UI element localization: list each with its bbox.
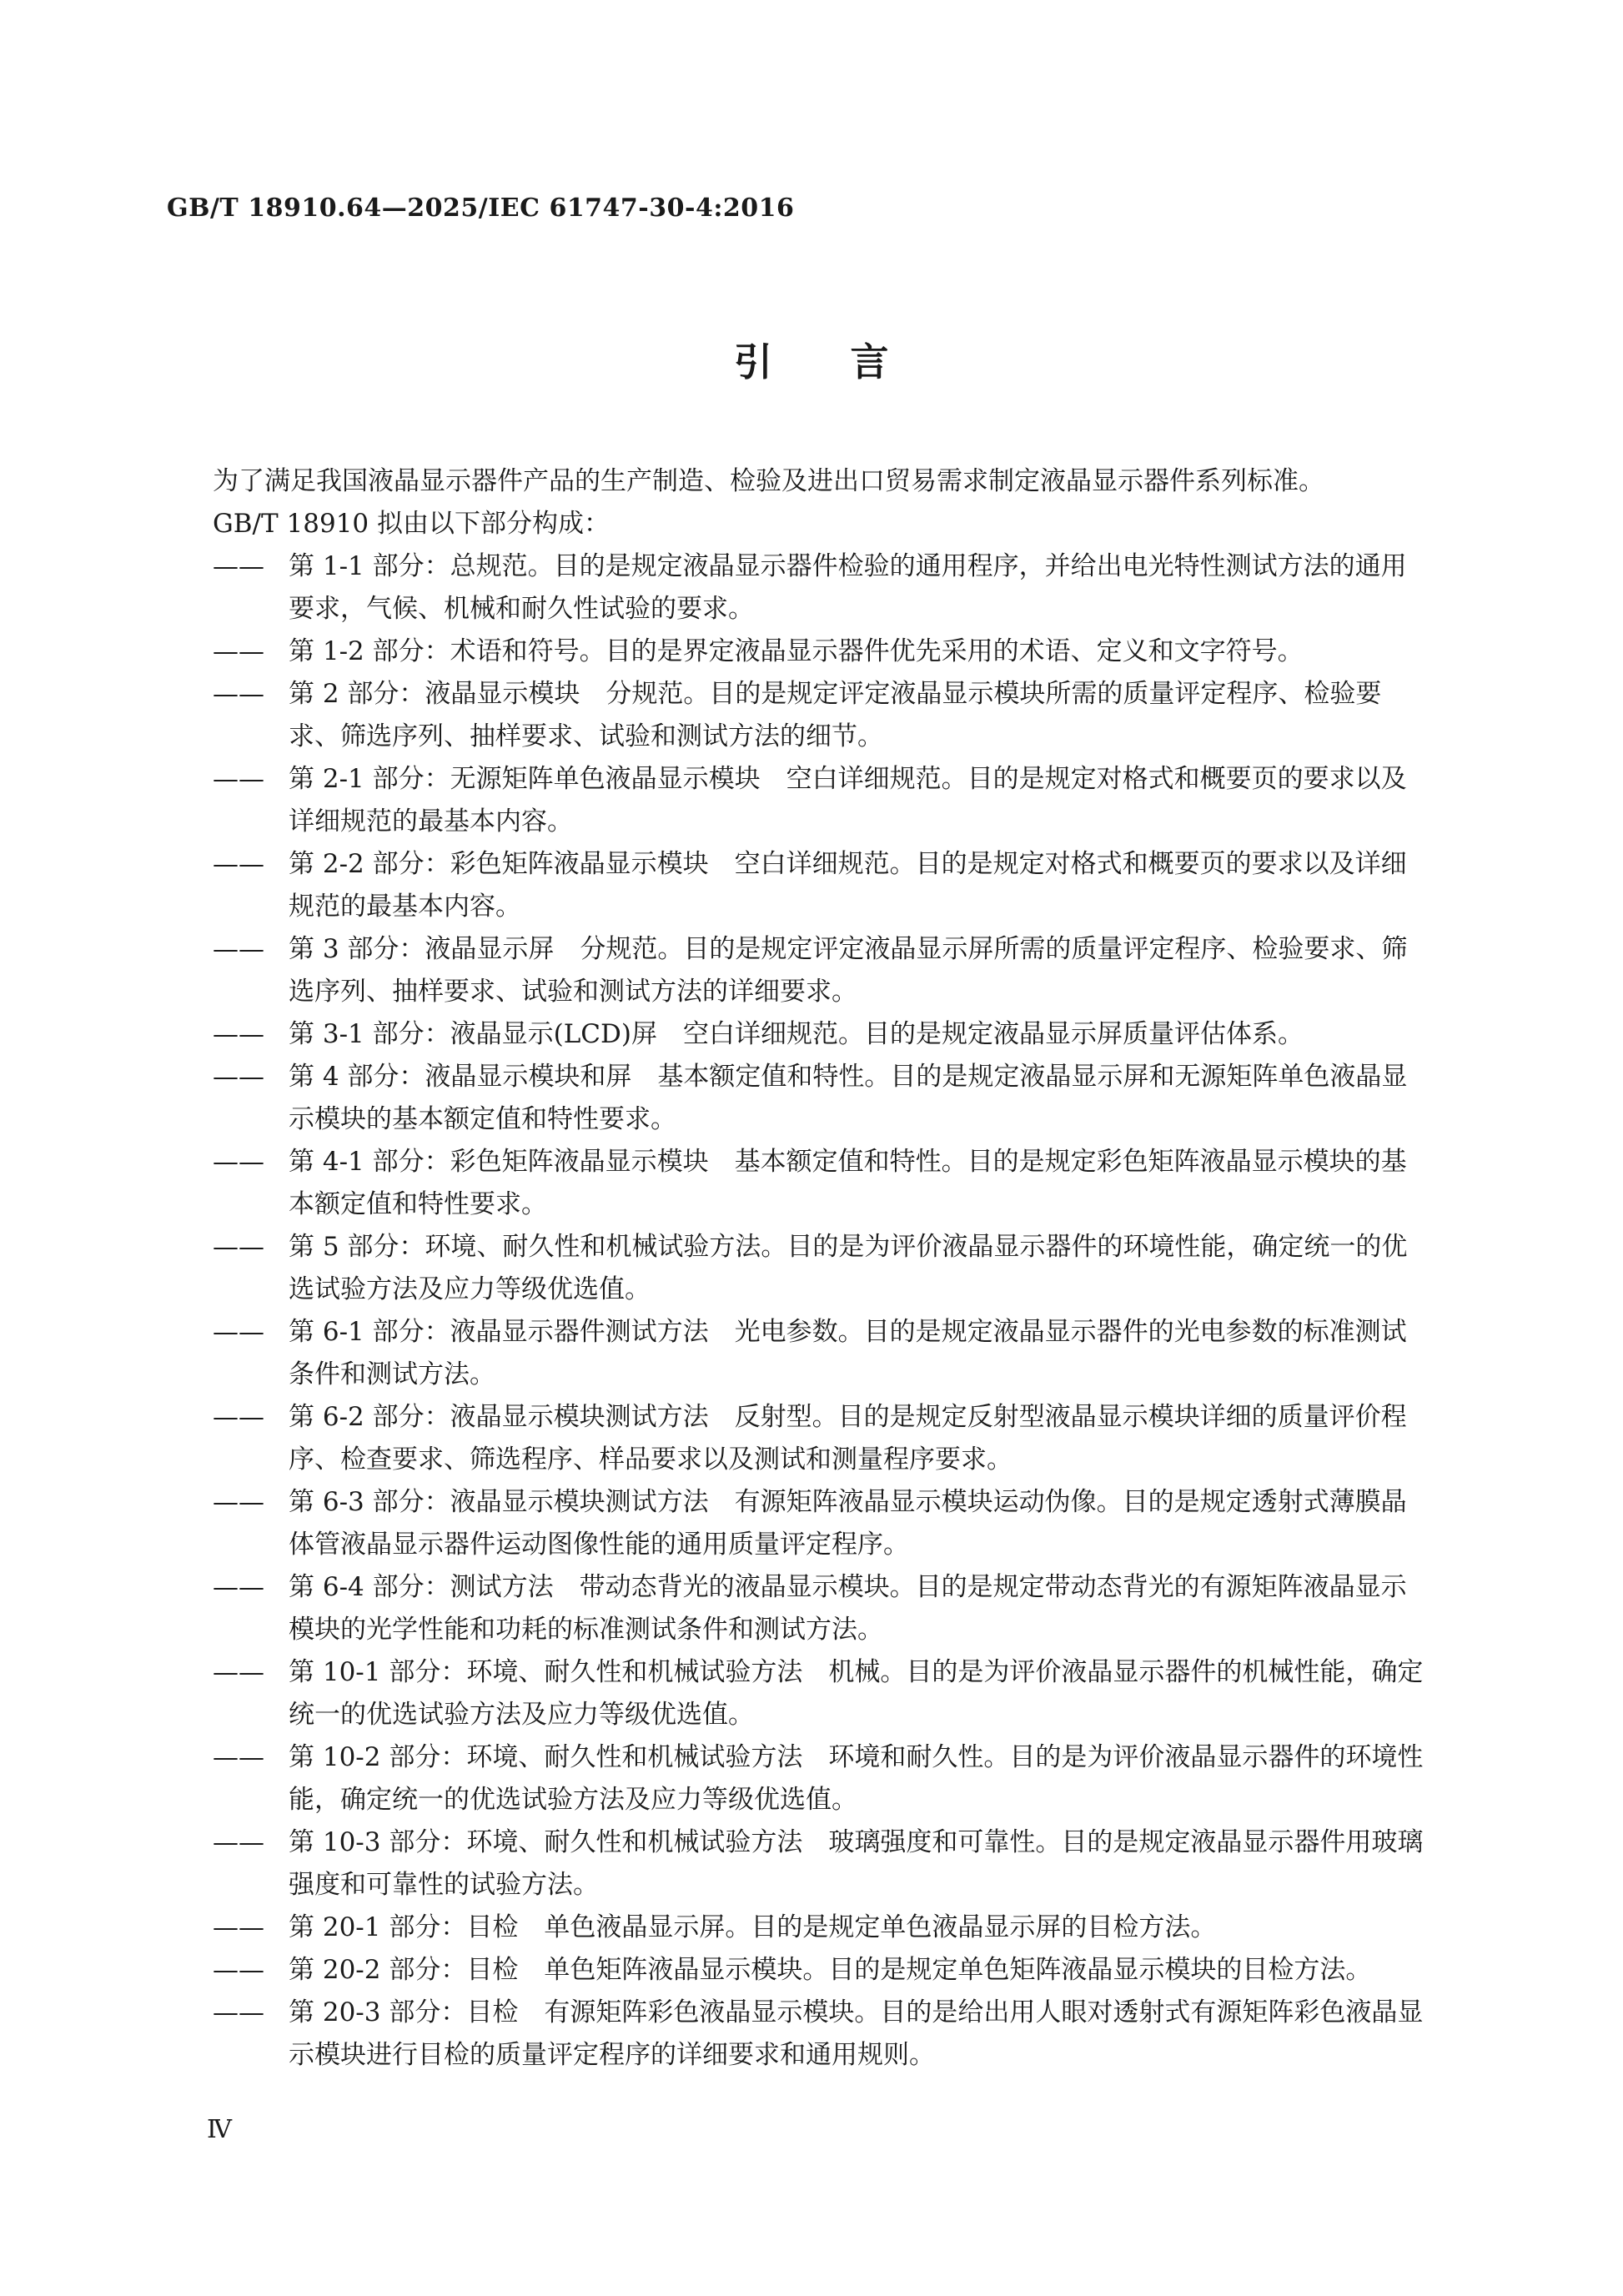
list-item-text: 第 3-1 部分：液晶显示(LCD)屏 空白详细规范。目的是规定液晶显示屏质量评估体系。 xyxy=(289,1019,1304,1049)
list-item xyxy=(213,545,1430,631)
list-dash: —— xyxy=(213,1657,264,1687)
list-dash: —— xyxy=(213,1317,264,1347)
list-item-text: 第 20-3 部分：目检 有源矩阵彩色液晶显示模块。目的是给出用人眼对透射式有源矩阵彩色液晶显示模块进行目检的质量评定程序的详细要求和通用规则。 xyxy=(289,1997,1424,2070)
list-item-text: 第 3 部分：液晶显示屏 分规范。目的是规定评定液晶显示屏所需的质量评定程序、检验要求、筛选序列、抽样要求、试验和测试方法的详细要求。 xyxy=(289,934,1408,1007)
list-dash: —— xyxy=(213,1997,264,2027)
intro-series-line: GB/T 18910 拟由以下部分构成： xyxy=(213,509,610,539)
list-dash: —— xyxy=(213,1487,264,1517)
list-item xyxy=(213,1736,1430,1821)
standard-code-header: GB/T 18910.64—2025/IEC 61747-30-4:2016 xyxy=(167,193,795,223)
list-item xyxy=(213,673,1430,758)
list-item xyxy=(213,1651,1430,1736)
list-item xyxy=(213,1056,1430,1141)
list-dash: —— xyxy=(213,1827,264,1857)
list-dash: —— xyxy=(213,1742,264,1772)
list-item-text: 第 1-1 部分：总规范。目的是规定液晶显示器件检验的通用程序，并给出电光特性测试方法的通用要求，气候、机械和耐久性试验的要求。 xyxy=(289,551,1407,624)
list-item-text: 第 4 部分：液晶显示模块和屏 基本额定值和特性。目的是规定液晶显示屏和无源矩阵单色液晶显示模块的基本额定值和特性要求。 xyxy=(289,1062,1408,1134)
list-item-text: 第 10-2 部分：环境、耐久性和机械试验方法 环境和耐久性。目的是为评价液晶显示器件的环境性能，确定统一的优选试验方法及应力等级优选值。 xyxy=(289,1742,1424,1815)
list-dash: —— xyxy=(213,1062,264,1092)
list-dash: —— xyxy=(213,1019,264,1049)
list-dash: —— xyxy=(213,849,264,879)
list-item-text: 第 5 部分：环境、耐久性和机械试验方法。目的是为评价液晶显示器件的环境性能，确定统一的优选试验方法及应力等级优选值。 xyxy=(289,1232,1408,1304)
list-item-text: 第 6-3 部分：液晶显示模块测试方法 有源矩阵液晶显示模块运动伪像。目的是规定透射式薄膜晶体管液晶显示器件运动图像性能的通用质量评定程序。 xyxy=(289,1487,1407,1560)
list-dash: —— xyxy=(213,1147,264,1177)
list-item xyxy=(213,1396,1430,1481)
list-item xyxy=(213,1566,1430,1651)
list-item xyxy=(213,631,1430,673)
list-item xyxy=(213,1311,1430,1396)
list-dash: —— xyxy=(213,1955,264,1985)
list-item-text: 第 10-3 部分：环境、耐久性和机械试验方法 玻璃强度和可靠性。目的是规定液晶显示器件用玻璃强度和可靠性的试验方法。 xyxy=(289,1827,1424,1900)
list-item xyxy=(213,1141,1430,1226)
list-item xyxy=(213,1949,1430,1992)
document-body xyxy=(213,460,1430,2077)
list-dash: —— xyxy=(213,636,264,666)
list-dash: —— xyxy=(213,1572,264,1602)
parts-list xyxy=(213,545,1430,2077)
list-dash: —— xyxy=(213,1402,264,1432)
list-dash: —— xyxy=(213,551,264,581)
list-item-text: 第 20-1 部分：目检 单色液晶显示屏。目的是规定单色液晶显示屏的目检方法。 xyxy=(289,1912,1217,1942)
list-item xyxy=(213,1481,1430,1566)
list-item xyxy=(213,1992,1430,2077)
list-item-text: 第 6-4 部分：测试方法 带动态背光的液晶显示模块。目的是规定带动态背光的有源矩阵液晶显示模块的光学性能和功耗的标准测试条件和测试方法。 xyxy=(289,1572,1407,1645)
list-item-text: 第 2 部分：液晶显示模块 分规范。目的是规定评定液晶显示模块所需的质量评定程序、检验要求、筛选序列、抽样要求、试验和测试方法的细节。 xyxy=(289,679,1382,751)
page-title: 引 言 xyxy=(734,339,889,384)
list-item xyxy=(213,1226,1430,1311)
list-item-text: 第 10-1 部分：环境、耐久性和机械试验方法 机械。目的是为评价液晶显示器件的机械性能，确定统一的优选试验方法及应力等级优选值。 xyxy=(289,1657,1424,1730)
list-item-text: 第 6-1 部分：液晶显示器件测试方法 光电参数。目的是规定液晶显示器件的光电参数的标准测试条件和测试方法。 xyxy=(289,1317,1407,1389)
list-item-text: 第 4-1 部分：彩色矩阵液晶显示模块 基本额定值和特性。目的是规定彩色矩阵液晶显示模块的基本额定值和特性要求。 xyxy=(289,1147,1407,1219)
list-item-text: 第 2-1 部分：无源矩阵单色液晶显示模块 空白详细规范。目的是规定对格式和概要页的要求以及详细规范的最基本内容。 xyxy=(289,764,1407,837)
list-item xyxy=(213,1907,1430,1949)
list-dash: —— xyxy=(213,679,264,709)
list-item xyxy=(213,843,1430,928)
list-item-text: 第 6-2 部分：液晶显示模块测试方法 反射型。目的是规定反射型液晶显示模块详细的质量评价程序、检查要求、筛选程序、样品要求以及测试和测量程序要求。 xyxy=(289,1402,1407,1475)
list-dash: —— xyxy=(213,764,264,794)
list-item xyxy=(213,758,1430,843)
list-dash: —— xyxy=(213,934,264,964)
intro-paragraph: 为了满足我国液晶显示器件产品的生产制造、检验及进出口贸易需求制定液晶显示器件系列标准。 xyxy=(213,466,1324,496)
list-item xyxy=(213,1821,1430,1907)
page-number: Ⅳ xyxy=(207,2115,232,2144)
list-dash: —— xyxy=(213,1232,264,1262)
list-item-text: 第 20-2 部分：目检 单色矩阵液晶显示模块。目的是规定单色矩阵液晶显示模块的目检方法。 xyxy=(289,1955,1372,1985)
list-item-text: 第 2-2 部分：彩色矩阵液晶显示模块 空白详细规范。目的是规定对格式和概要页的要求以及详细规范的最基本内容。 xyxy=(289,849,1407,922)
list-item xyxy=(213,1013,1430,1056)
list-item-text: 第 1-2 部分：术语和符号。目的是界定液晶显示器件优先采用的术语、定义和文字符号。 xyxy=(289,636,1304,666)
list-item xyxy=(213,928,1430,1013)
list-dash: —— xyxy=(213,1912,264,1942)
